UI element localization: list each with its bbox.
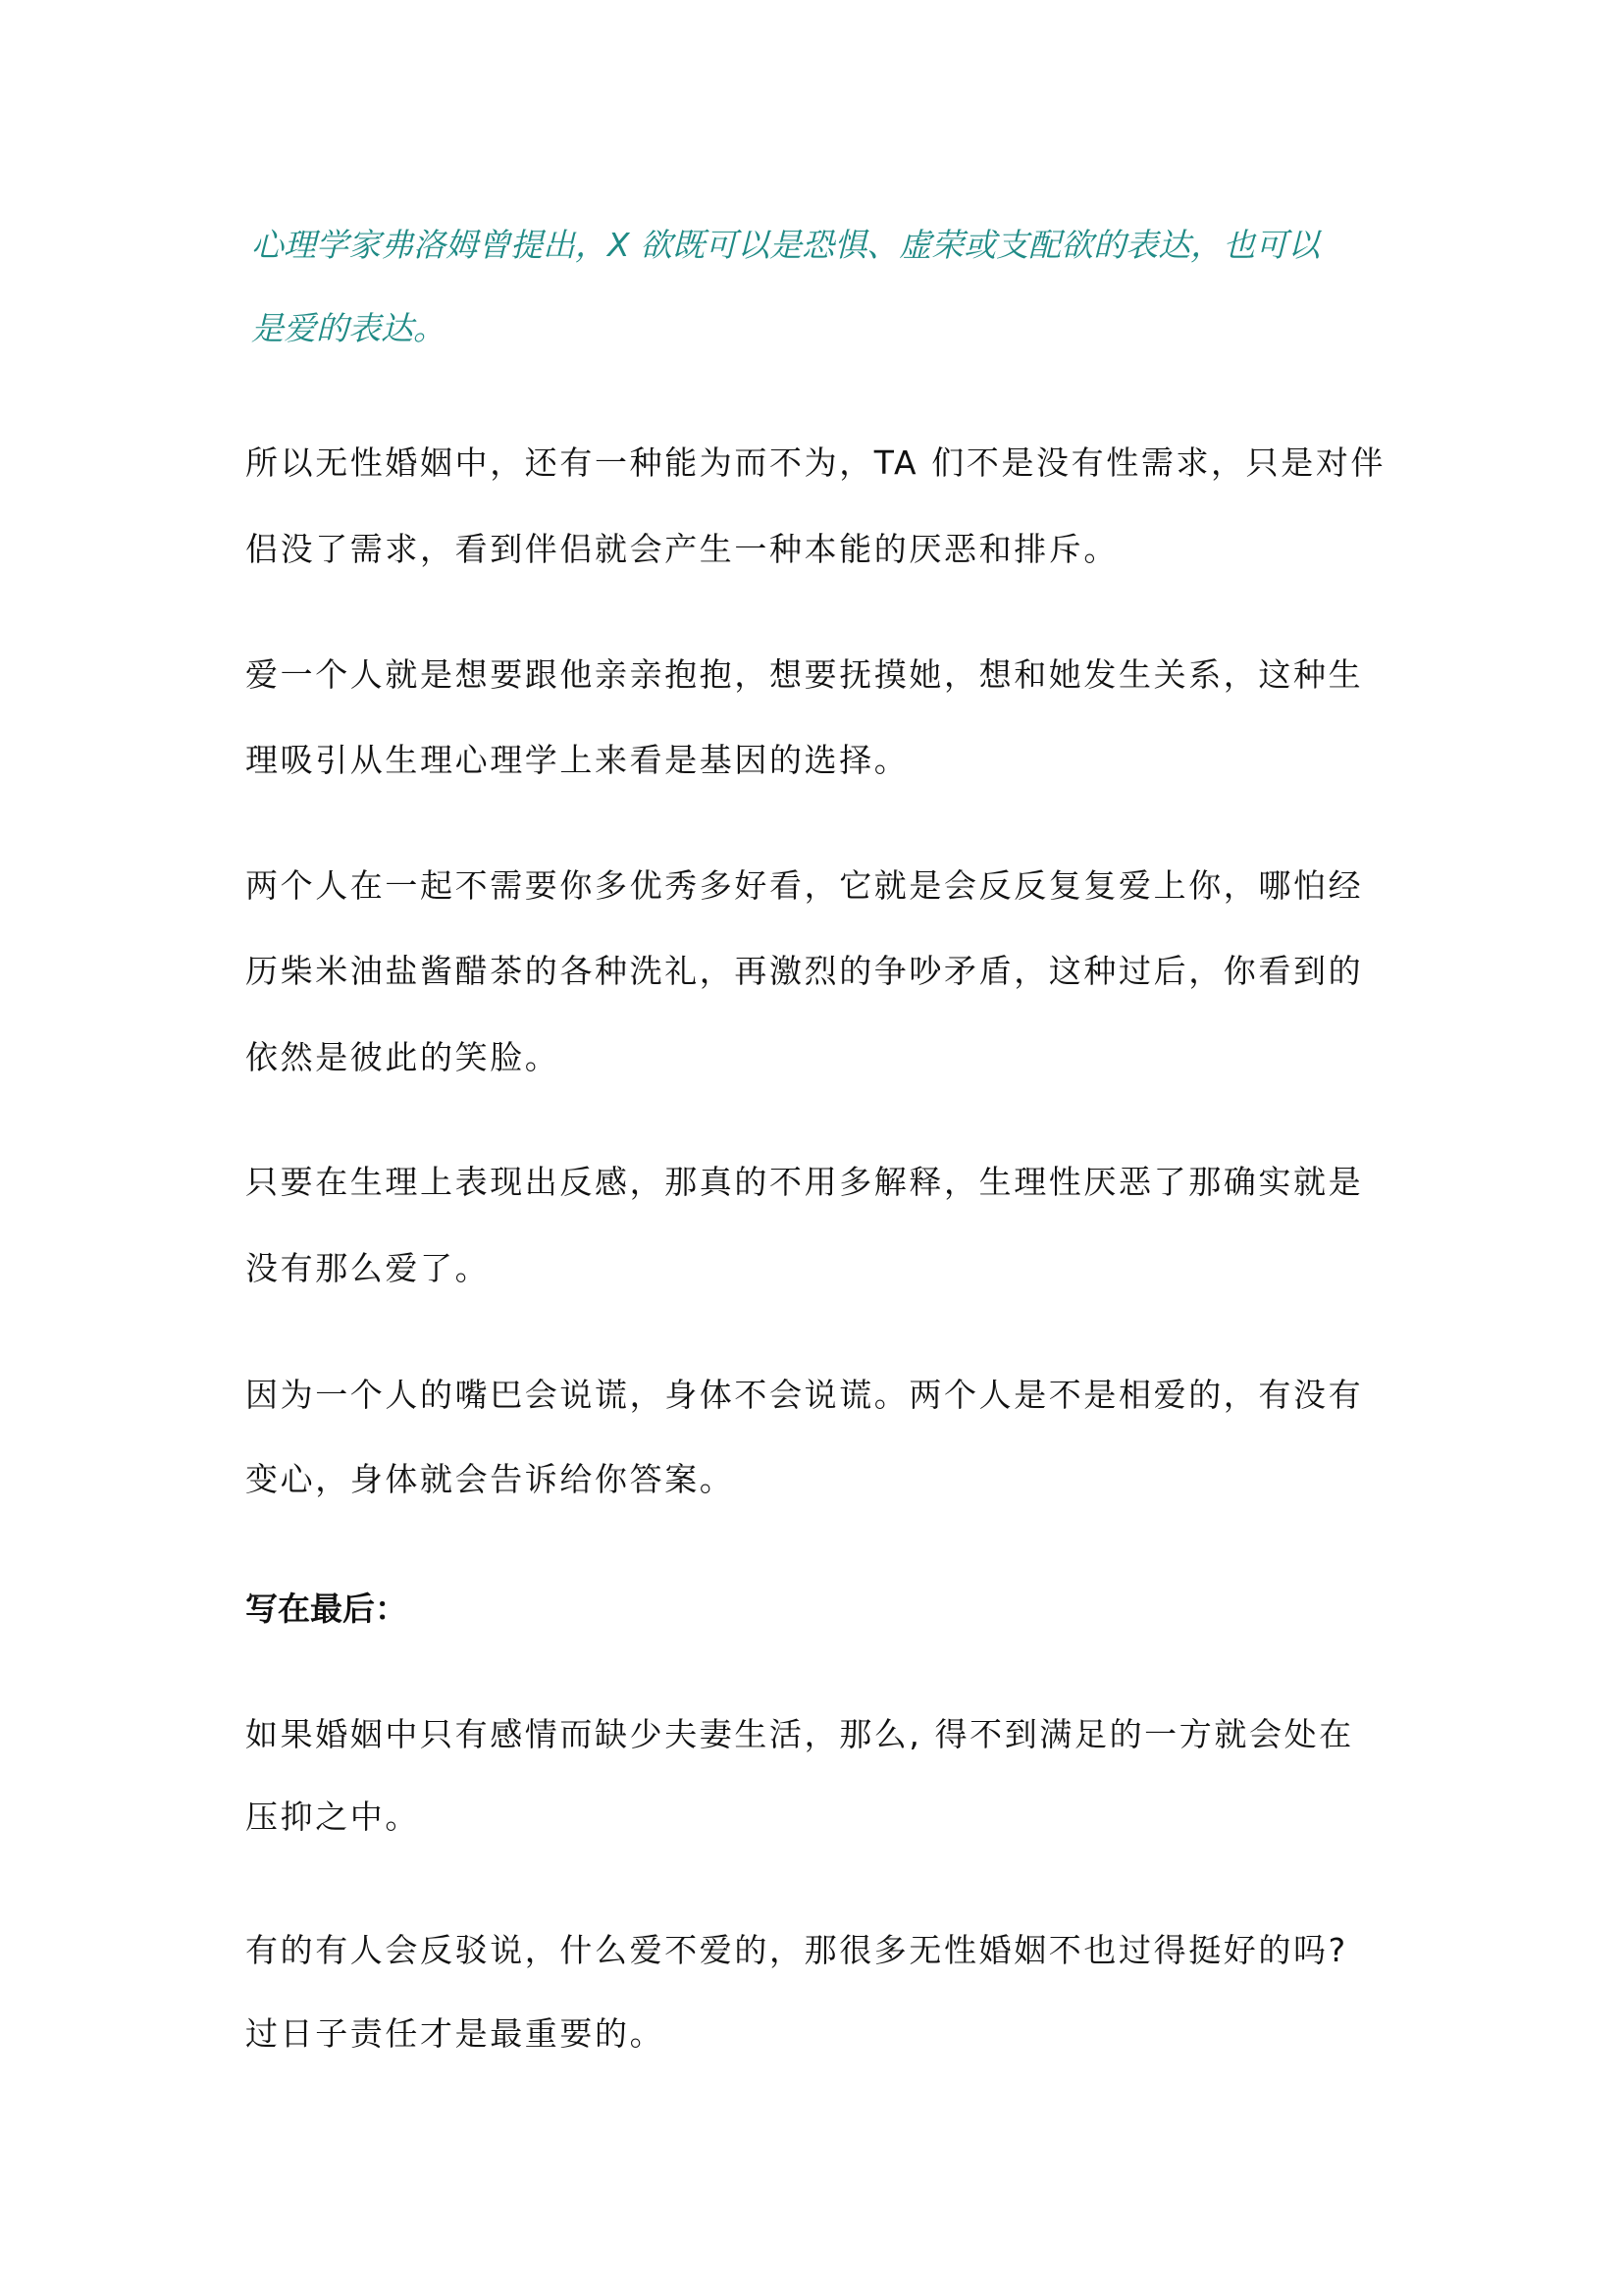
- paragraph-2-line-1: 爱一个人就是想要跟他亲亲抱抱，想要抚摸她，想和她发生关系，这种生: [245, 655, 1364, 694]
- closing-paragraph-2-line-1: 有的有人会反驳说，什么爱不爱的，那很多无性婚姻不也过得挺好的吗?: [245, 1931, 1348, 1969]
- quote-line-1: 心理学家弗洛姆曾提出，X 欲既可以是恐惧、虚荣或支配欲的表达，也可以: [251, 226, 1321, 264]
- paragraph-4-line-2: 没有那么爱了。: [245, 1249, 491, 1287]
- paragraph-1-line-1: 所以无性婚姻中，还有一种能为而不为，TA 们不是没有性需求，只是对伴: [245, 443, 1387, 482]
- paragraph-3-line-2: 历柴米油盐酱醋茶的各种洗礼，再激烈的争吵矛盾，这种过后，你看到的: [245, 952, 1364, 990]
- closing-paragraph-1-line-1: 如果婚姻中只有感情而缺少夫妻生活，那么, 得不到满足的一方就会处在: [245, 1715, 1354, 1753]
- paragraph-5-line-2: 变心，身体就会告诉给你答案。: [245, 1460, 735, 1498]
- paragraph-3-line-1: 两个人在一起不需要你多优秀多好看，它就是会反反复复爱上你，哪怕经: [245, 866, 1364, 905]
- paragraph-1-line-2: 侣没了需求，看到伴侣就会产生一种本能的厌恶和排斥。: [245, 530, 1119, 568]
- paragraph-4-line-1: 只要在生理上表现出反感，那真的不用多解释，生理性厌恶了那确实就是: [245, 1163, 1364, 1201]
- quote-line-2: 是爱的表达。: [251, 309, 445, 347]
- paragraph-2-line-2: 理吸引从生理心理学上来看是基因的选择。: [245, 741, 910, 779]
- closing-paragraph-2-line-2: 过日子责任才是最重要的。: [245, 2014, 665, 2053]
- paragraph-3-line-3: 依然是彼此的笑脸。: [245, 1038, 560, 1076]
- closing-paragraph-1-line-2: 压抑之中。: [245, 1798, 420, 1836]
- section-heading: 写在最后：: [245, 1590, 407, 1628]
- paragraph-5-line-1: 因为一个人的嘴巴会说谎，身体不会说谎。两个人是不是相爱的，有没有: [245, 1376, 1364, 1414]
